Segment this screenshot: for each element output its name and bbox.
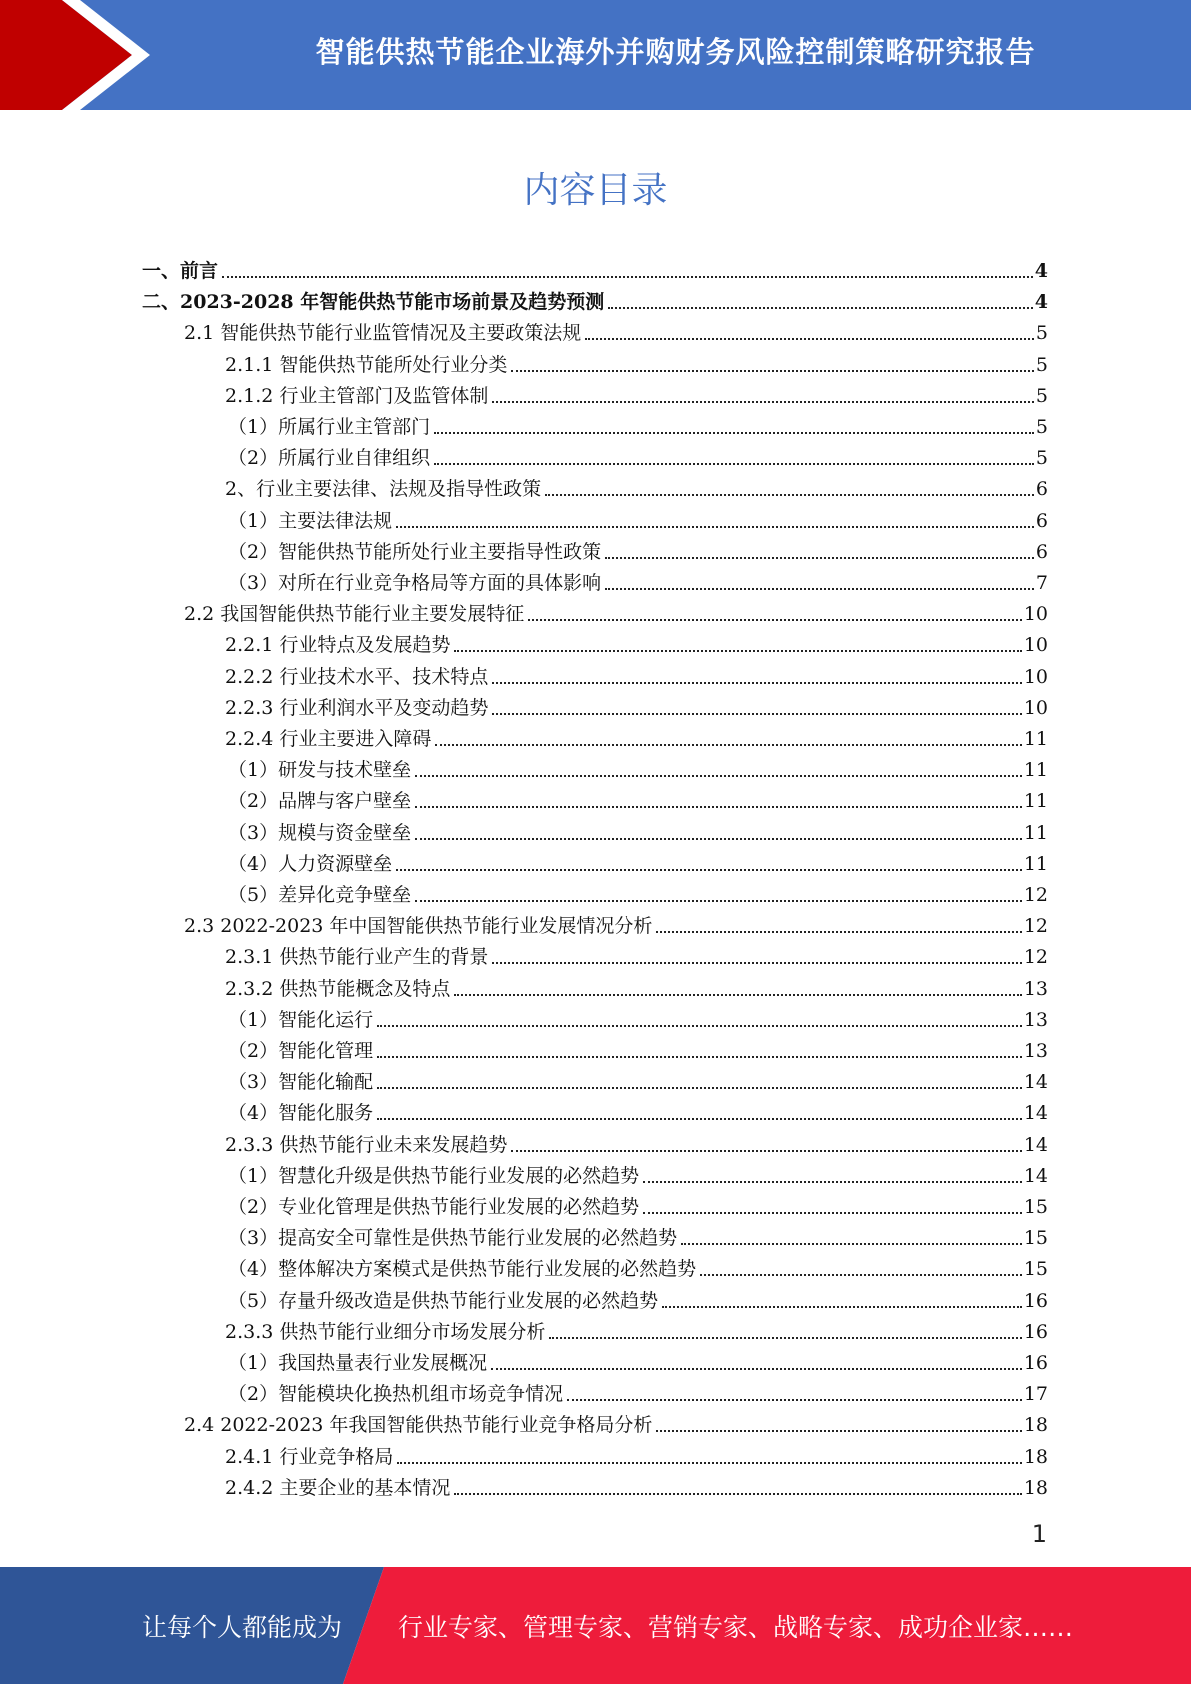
toc-entry-page: 16 — [1023, 1320, 1048, 1343]
toc-entry-page: 14 — [1023, 1164, 1048, 1187]
toc-entry-title: 2.3.2 供热节能概念及特点 — [225, 977, 451, 1000]
toc-entry[interactable] — [228, 1032, 1048, 1063]
toc-dot-leader — [415, 806, 1022, 808]
toc-entry-page: 11 — [1023, 852, 1048, 875]
toc-entry-page: 16 — [1023, 1352, 1048, 1374]
toc-entry[interactable] — [225, 1126, 1048, 1157]
toc-entry-page: 15 — [1023, 1196, 1048, 1218]
toc-entry-title: （1）我国热量表行业发展概况 — [228, 1352, 488, 1374]
toc-entry[interactable] — [225, 1438, 1048, 1469]
toc-dot-leader — [377, 1087, 1022, 1089]
toc-entry-title: （1）智能化运行 — [228, 1008, 374, 1031]
toc-entry[interactable] — [228, 1344, 1048, 1375]
toc-entry-title: （2）智能化管理 — [228, 1040, 374, 1062]
toc-entry-page: 12 — [1023, 915, 1048, 938]
toc-entry-page: 16 — [1023, 1289, 1048, 1312]
toc-entry-page: 15 — [1023, 1258, 1048, 1281]
toc-entry[interactable] — [228, 439, 1048, 470]
toc-dot-leader — [491, 1368, 1022, 1370]
toc-dot-leader — [511, 1150, 1021, 1152]
toc-entry-page: 5 — [1035, 447, 1048, 470]
toc-title: 内容目录 — [523, 170, 668, 211]
toc-entry-title: 一、前言 — [142, 260, 219, 282]
toc-entry[interactable] — [225, 377, 1048, 408]
toc-entry-page: 10 — [1023, 603, 1048, 626]
toc-entry-title: （1）研发与技术壁垒 — [228, 759, 412, 782]
toc-entry-title: 2.4.1 行业竞争格局 — [225, 1445, 394, 1468]
toc-entry-title: 2.4.2 主要企业的基本情况 — [225, 1476, 451, 1499]
toc-entry-title: （1）主要法律法规 — [228, 509, 393, 532]
toc-entry-page: 4 — [1034, 260, 1048, 282]
header-title: 智能供热节能企业海外并购财务风险控制策略研究报告 — [315, 34, 1036, 69]
toc-entry[interactable] — [184, 1406, 1048, 1437]
toc-entry[interactable] — [184, 907, 1048, 938]
toc-entry-page: 5 — [1035, 322, 1048, 345]
page-number: 1 — [1031, 1520, 1047, 1548]
toc-dot-leader — [545, 494, 1034, 496]
toc-entry-title: （5）差异化竞争壁垒 — [228, 884, 412, 906]
toc-dot-leader — [656, 931, 1021, 933]
toc-dot-leader — [605, 557, 1034, 559]
toc-entry-page: 12 — [1023, 884, 1048, 906]
toc-dot-leader — [681, 1243, 1022, 1245]
toc-entry[interactable] — [228, 1188, 1048, 1219]
toc-entry-title: （3）规模与资金壁垒 — [228, 821, 412, 844]
toc-dot-leader — [377, 1025, 1022, 1027]
toc-entry-title: 2.1.2 行业主管部门及监管体制 — [225, 384, 489, 407]
toc-entry[interactable] — [225, 626, 1048, 657]
toc-entry-page: 13 — [1023, 1008, 1048, 1031]
toc-entry-title: （2）所属行业自律组织 — [228, 447, 431, 470]
toc-entry[interactable] — [228, 1282, 1048, 1313]
toc-entry-page: 6 — [1035, 540, 1048, 563]
toc-entry-page: 14 — [1023, 1102, 1048, 1125]
toc-dot-leader — [415, 900, 1022, 902]
toc-dot-leader — [377, 1056, 1022, 1058]
toc-entry-page: 5 — [1035, 384, 1048, 407]
toc-entry-page: 7 — [1035, 572, 1048, 594]
toc-entry-page: 11 — [1023, 790, 1048, 813]
toc-entry-title: （2）智能模块化换热机组市场竞争情况 — [228, 1383, 564, 1406]
toc-entry[interactable] — [228, 1157, 1048, 1188]
toc-dot-leader — [396, 526, 1034, 528]
toc-entry-title: 2.3.3 供热节能行业细分市场发展分析 — [225, 1320, 546, 1343]
toc-dot-leader — [643, 1181, 1022, 1183]
toc-entry[interactable] — [228, 533, 1048, 564]
toc-entry-page: 6 — [1035, 509, 1048, 532]
toc-entry-page: 15 — [1023, 1227, 1048, 1250]
toc-entry-title: 2.2.1 行业特点及发展趋势 — [225, 634, 451, 657]
toc-entry[interactable] — [228, 1001, 1048, 1032]
toc-entry-page: 18 — [1023, 1445, 1048, 1468]
toc-dot-leader — [605, 588, 1034, 590]
toc-entry[interactable] — [225, 1469, 1048, 1500]
toc-entry[interactable] — [184, 595, 1048, 626]
toc-entry-title: 2.3.1 供热节能行业产生的背景 — [225, 946, 489, 969]
toc-entry-title: （2）专业化管理是供热节能行业发展的必然趋势 — [228, 1196, 640, 1218]
toc-entry-title: 2.2.2 行业技术水平、技术特点 — [225, 665, 489, 688]
toc-dot-leader — [435, 744, 1021, 746]
toc-dot-leader — [656, 1430, 1021, 1432]
footer-banner — [0, 1567, 1191, 1684]
toc-entry-title: （1）智慧化升级是供热节能行业发展的必然趋势 — [228, 1164, 640, 1187]
toc-entry-page: 18 — [1023, 1414, 1048, 1437]
toc-entry[interactable] — [228, 1219, 1048, 1250]
toc-entry-title: 二、2023-2028 年智能供热节能市场前景及趋势预测 — [142, 291, 605, 314]
toc-entry-title: （5）存量升级改造是供热节能行业发展的必然趋势 — [228, 1289, 659, 1312]
toc-entry[interactable] — [225, 470, 1048, 501]
toc-dot-leader — [492, 682, 1021, 684]
toc-dot-leader — [662, 1306, 1022, 1308]
toc-entry[interactable] — [228, 408, 1048, 439]
toc-entry[interactable] — [228, 876, 1048, 907]
toc-entry-title: 2.2 我国智能供热节能行业主要发展特征 — [184, 603, 525, 626]
toc-dot-leader — [454, 994, 1021, 996]
toc-dot-leader — [415, 775, 1022, 777]
toc-dot-leader — [567, 1399, 1022, 1401]
toc-entry[interactable] — [228, 502, 1048, 533]
toc-dot-leader — [415, 838, 1022, 840]
toc-entry[interactable] — [142, 283, 1048, 314]
toc-entry-title: （2）品牌与客户壁垒 — [228, 790, 412, 813]
toc-entry-title: 2.4 2022-2023 年我国智能供热节能行业竞争格局分析 — [184, 1414, 653, 1437]
toc-entry-page: 10 — [1023, 634, 1048, 657]
toc-entry[interactable] — [225, 658, 1048, 689]
footer-slogan-left: 让每个人都能成为 — [142, 1612, 343, 1642]
toc-entry[interactable] — [225, 1313, 1048, 1344]
toc-entry-page: 11 — [1023, 759, 1048, 782]
toc-entry-page: 4 — [1034, 291, 1048, 314]
toc-entry[interactable] — [225, 689, 1048, 720]
toc-entry-title: （4）智能化服务 — [228, 1102, 374, 1125]
toc-dot-leader — [454, 650, 1021, 652]
toc-entry-title: 2、行业主要法律、法规及指导性政策 — [225, 478, 542, 501]
toc-dot-leader — [434, 432, 1034, 434]
toc-dot-leader — [700, 1274, 1022, 1276]
toc-entry-title: （3）智能化输配 — [228, 1071, 374, 1094]
toc-entry-page: 18 — [1023, 1476, 1048, 1499]
toc-entry[interactable] — [228, 782, 1048, 813]
toc-entry-page: 13 — [1023, 1040, 1048, 1062]
toc-entry[interactable] — [142, 252, 1048, 283]
header-banner — [0, 0, 1191, 110]
toc-entry-title: 2.2.3 行业利润水平及变动趋势 — [225, 696, 489, 719]
toc-dot-leader — [549, 1337, 1021, 1339]
toc-dot-leader — [585, 338, 1034, 340]
toc-entry[interactable] — [225, 346, 1048, 377]
toc-entry-page: 14 — [1023, 1133, 1048, 1156]
toc-entry[interactable] — [228, 845, 1048, 876]
toc-dot-leader — [397, 1462, 1021, 1464]
toc-entry-page: 5 — [1035, 416, 1048, 438]
toc-dot-leader — [454, 1493, 1021, 1495]
toc-entry[interactable] — [225, 720, 1048, 751]
toc-entry[interactable] — [228, 1250, 1048, 1281]
toc-dot-leader — [396, 869, 1022, 871]
toc-entry-title: （4）人力资源壁垒 — [228, 852, 393, 875]
toc-entry-title: （1）所属行业主管部门 — [228, 416, 431, 438]
toc-dot-leader — [608, 307, 1033, 309]
toc-entry-page: 12 — [1023, 946, 1048, 969]
toc-dot-leader — [511, 370, 1034, 372]
toc-entry-page: 6 — [1035, 478, 1048, 501]
toc-entry-page: 10 — [1023, 665, 1048, 688]
toc-entry-title: 2.2.4 行业主要进入障碍 — [225, 728, 432, 750]
toc-dot-leader — [377, 1118, 1022, 1120]
footer-slogan-right: 行业专家、管理专家、营销专家、战略专家、成功企业家…… — [398, 1612, 1074, 1642]
toc-entry[interactable] — [228, 1375, 1048, 1406]
toc-entry-title: 2.3.3 供热节能行业未来发展趋势 — [225, 1133, 508, 1156]
toc-dot-leader — [222, 276, 1033, 278]
toc-entry-page: 11 — [1023, 728, 1048, 750]
toc-entry[interactable] — [228, 564, 1048, 595]
toc-entry-title: 2.1 智能供热节能行业监管情况及主要政策法规 — [184, 322, 582, 345]
toc-entry[interactable] — [228, 751, 1048, 782]
toc-entry-title: 2.3 2022-2023 年中国智能供热节能行业发展情况分析 — [184, 915, 653, 938]
toc-entry-page: 11 — [1023, 821, 1048, 844]
toc-dot-leader — [434, 463, 1034, 465]
toc-entry-page: 17 — [1023, 1383, 1048, 1406]
toc-entry-title: （4）整体解决方案模式是供热节能行业发展的必然趋势 — [228, 1258, 697, 1281]
toc-entry-title: （3）对所在行业竞争格局等方面的具体影响 — [228, 572, 602, 594]
toc-entry-title: 2.1.1 智能供热节能所处行业分类 — [225, 353, 508, 376]
toc-entry[interactable] — [228, 1094, 1048, 1125]
toc-dot-leader — [492, 962, 1021, 964]
toc-dot-leader — [492, 713, 1021, 715]
toc-entry[interactable] — [228, 814, 1048, 845]
toc-entry-page: 10 — [1023, 696, 1048, 719]
toc-entry-page: 13 — [1023, 977, 1048, 1000]
toc-entry-title: （2）智能供热节能所处行业主要指导性政策 — [228, 540, 602, 563]
toc-dot-leader — [528, 619, 1022, 621]
toc-entry[interactable] — [184, 314, 1048, 345]
toc-entry[interactable] — [228, 1063, 1048, 1094]
toc-dot-leader — [643, 1212, 1022, 1214]
toc-entry-title: （3）提高安全可靠性是供热节能行业发展的必然趋势 — [228, 1227, 678, 1250]
toc-entry-page: 14 — [1023, 1071, 1048, 1094]
toc-dot-leader — [492, 401, 1034, 403]
toc-entry[interactable] — [225, 938, 1048, 969]
toc-entry-page: 5 — [1035, 353, 1048, 376]
toc-entry[interactable] — [225, 970, 1048, 1001]
